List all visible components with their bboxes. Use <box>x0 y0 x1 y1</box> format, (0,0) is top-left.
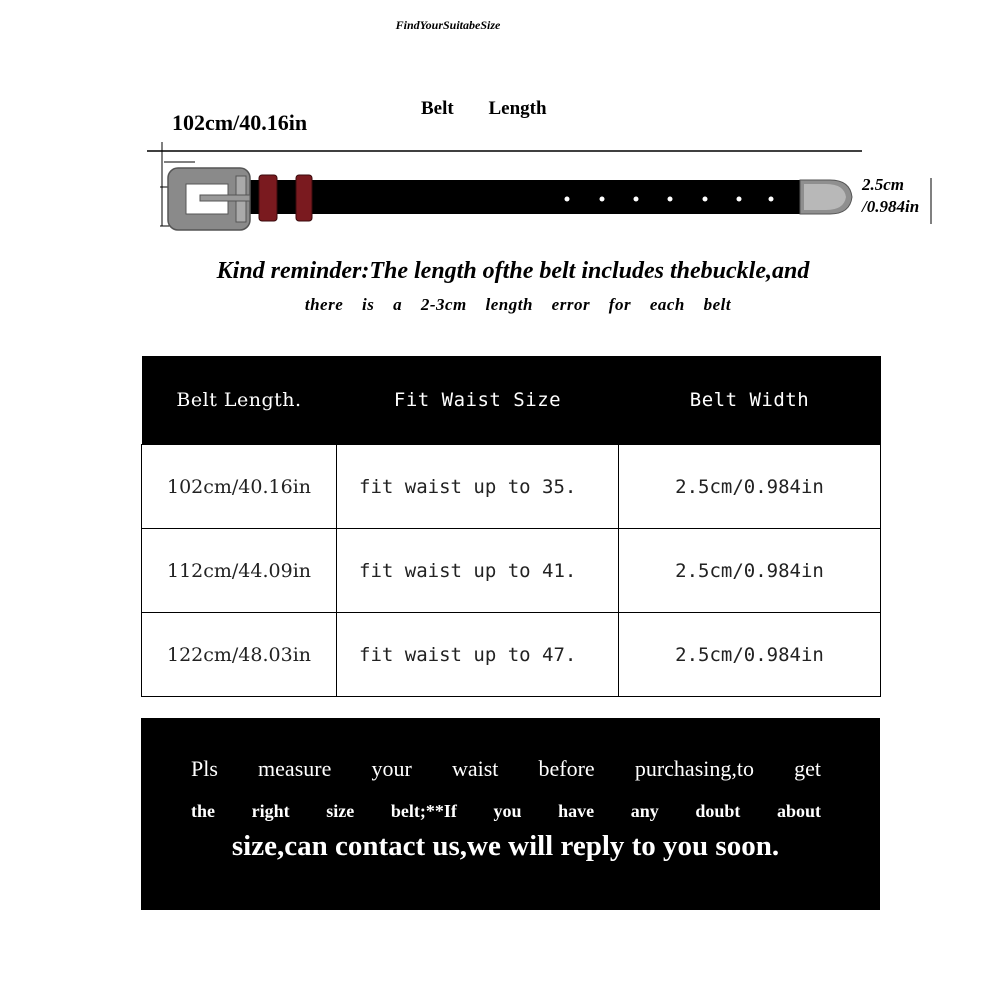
cell-belt-width: 2.5cm/0.984in <box>619 529 881 613</box>
cell-fit-waist: fit waist up to 41. <box>337 529 619 613</box>
page-caption: FindYourSuitabeSize <box>395 18 501 32</box>
header-fit-waist-size: Fit Waist Size <box>337 356 619 445</box>
cell-belt-width: 2.5cm/0.984in <box>619 613 881 697</box>
cell-belt-width: 2.5cm/0.984in <box>619 445 881 529</box>
belt-width-in: /0.984in <box>862 197 920 216</box>
belt-strap <box>240 180 810 214</box>
table-row <box>142 613 881 697</box>
table-row <box>142 445 881 529</box>
notice-line-3: size,can contact us,we will reply to you soon. <box>231 830 780 862</box>
belt-keeper <box>296 175 312 221</box>
belt-length-label: 102cm/40.16in <box>172 110 308 135</box>
size-table <box>141 356 881 697</box>
table-row <box>142 529 881 613</box>
notice-line-2: the right size belt;**If you have any doubt about <box>191 801 821 821</box>
notice-line-1: Pls measure your waist before purchasing,to get <box>191 756 821 781</box>
buckle-icon <box>168 168 250 230</box>
belt-keeper <box>259 175 277 221</box>
cell-fit-waist: fit waist up to 47. <box>337 613 619 697</box>
belt-width-cm: 2.5cm <box>862 175 905 194</box>
header-belt-width: Belt Width <box>619 356 881 445</box>
cell-belt-length: 102cm/40.16in <box>142 445 337 529</box>
cell-belt-length: 112cm/44.09in <box>142 529 337 613</box>
belt-width-label <box>862 174 919 218</box>
header-belt-length: Belt Length. <box>142 356 337 445</box>
belt-tip-icon <box>800 180 852 214</box>
table-header-row <box>142 356 881 445</box>
belt-length-title: Belt Length <box>421 98 547 119</box>
reminder-line-2: there is a 2-3cm length error for each belt <box>304 295 732 314</box>
belt-illustration <box>0 140 1000 240</box>
reminder-line-1: Kind reminder:The length ofthe belt includes thebuckle,and <box>216 258 810 284</box>
cell-fit-waist: fit waist up to 35. <box>337 445 619 529</box>
cell-belt-length: 122cm/48.03in <box>142 613 337 697</box>
notice-box <box>141 718 880 910</box>
